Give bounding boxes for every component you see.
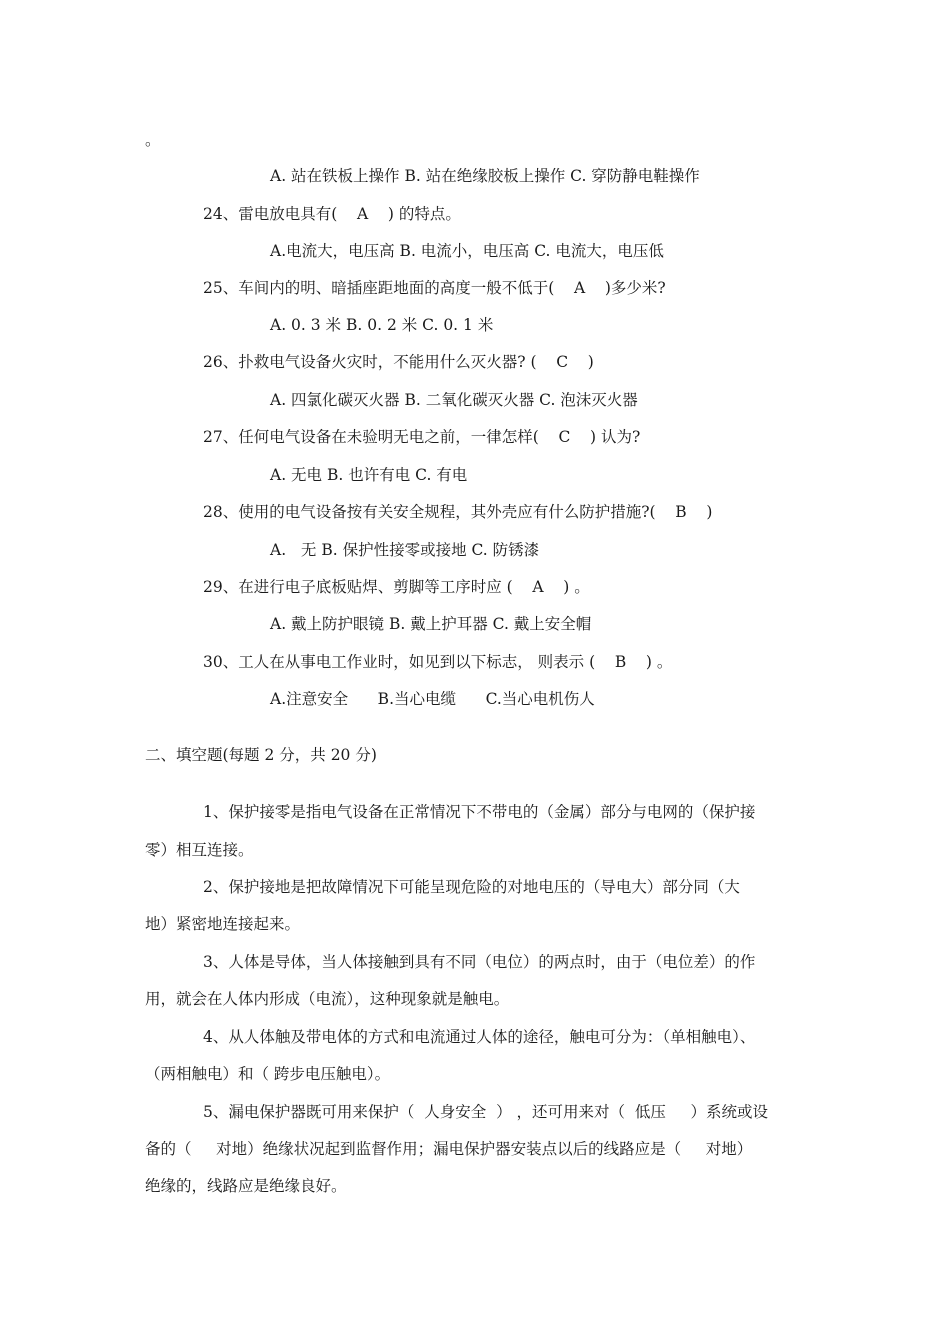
- question-27: 27、任何电气设备在未验明无电之前，一律怎样( C ) 认为?: [203, 428, 641, 446]
- fill-item-4-line-1: 4、从人体触及带电体的方式和电流通过人体的途径，触电可分为：（单相触电）、: [203, 1028, 756, 1046]
- question-29-options: A. 戴上防护眼镜 B. 戴上护耳器 C. 戴上安全帽: [270, 615, 592, 633]
- fill-item-1-line-2: 零）相互连接。: [145, 841, 254, 859]
- fill-item-5-line-3: 绝缘的，线路应是绝缘良好。: [145, 1177, 347, 1195]
- question-28-options: A. 无 B. 保护性接零或接地 C. 防锈漆: [270, 541, 540, 559]
- fill-item-3-line-2: 用，就会在人体内形成（电流），这种现象就是触电。: [145, 990, 510, 1008]
- fill-item-2-line-2: 地）紧密地连接起来。: [145, 915, 301, 933]
- fill-item-5-line-2: 备的（ 对地）绝缘状况起到监督作用；漏电保护器安装点以后的线路应是（ 对地）: [145, 1140, 753, 1158]
- question-30-options: A.注意安全 B.当心电缆 C.当心电机伤人: [270, 690, 595, 708]
- fill-item-3-line-1: 3、人体是导体，当人体接触到具有不同（电位）的两点时，由于（电位差）的作: [203, 953, 756, 971]
- question-29: 29、在进行电子底板贴焊、剪脚等工序时应 ( A ) 。: [203, 578, 590, 596]
- fill-item-4-line-2: （两相触电）和（ 跨步电压触电）。: [145, 1065, 391, 1083]
- question-27-options: A. 无电 B. 也许有电 C. 有电: [270, 466, 468, 484]
- question-30: 30、工人在从事电工作业时，如见到以下标志， 则表示 ( B ) 。: [203, 653, 673, 671]
- fill-item-2-line-1: 2、保护接地是把故障情况下可能呈现危险的对地电压的（导电大）部分同（大: [203, 878, 740, 896]
- fill-item-1-line-1: 1、保护接零是指电气设备在正常情况下不带电的（金属）部分与电网的（保护接: [203, 803, 756, 821]
- leading-punctuation: 。: [145, 131, 161, 149]
- question-28: 28、使用的电气设备按有关安全规程，其外壳应有什么防护措施?( B ): [203, 503, 713, 521]
- question-24-options: A.电流大，电压高 B. 电流小，电压高 C. 电流大，电压低: [270, 242, 664, 260]
- fill-item-5-line-1: 5、漏电保护器既可用来保护（ 人身安全 ） ，还可用来对（ 低压 ）系统或设: [203, 1103, 768, 1121]
- question-24: 24、雷电放电具有( A ) 的特点。: [203, 205, 461, 223]
- section-2-title: 二、填空题(每题 2 分，共 20 分): [145, 746, 377, 764]
- q23-options: A. 站在铁板上操作 B. 站在绝缘胶板上操作 C. 穿防静电鞋操作: [270, 167, 700, 185]
- question-26-options: A. 四氯化碳灭火器 B. 二氧化碳灭火器 C. 泡沫灭火器: [270, 391, 638, 409]
- question-26: 26、扑救电气设备火灾时，不能用什么灭火器? ( C ): [203, 353, 594, 371]
- question-25: 25、车间内的明、暗插座距地面的高度一般不低于( A )多少米?: [203, 279, 666, 297]
- question-25-options: A. 0. 3 米 B. 0. 2 米 C. 0. 1 米: [270, 316, 494, 334]
